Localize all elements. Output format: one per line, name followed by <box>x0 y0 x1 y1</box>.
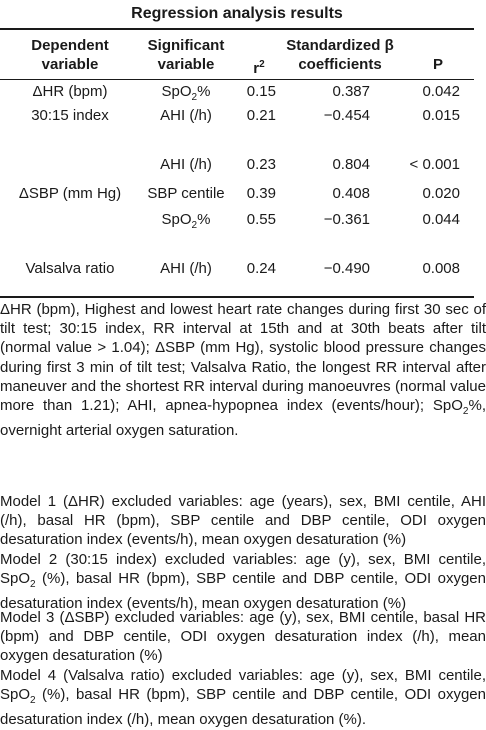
cell-p: 0.042 <box>422 83 460 100</box>
header-significant-line2: variable <box>157 56 215 73</box>
cell-r2: 0.39 <box>246 185 276 202</box>
table-row <box>0 82 474 102</box>
cell-p: 0.015 <box>422 107 460 124</box>
cell-dependent-variable: ΔHR (bpm) <box>32 83 108 100</box>
cell-beta: 0.804 <box>332 156 370 173</box>
header-dependent-variable <box>10 36 130 74</box>
header-r2 <box>244 55 274 78</box>
header-significant-variable <box>136 36 236 74</box>
cell-p: < 0.001 <box>409 156 460 173</box>
header-r2-sup: 2 <box>259 59 265 70</box>
cell-r2: 0.21 <box>246 107 276 124</box>
variable-subscript: 2 <box>191 220 198 231</box>
header-significant-line1: Significant <box>147 37 225 54</box>
variable-name: AHI (/h) <box>160 260 212 277</box>
cell-dependent-variable: Valsalva ratio <box>25 260 115 277</box>
cell-significant-variable <box>136 106 236 132</box>
cell-significant-variable <box>136 259 236 285</box>
variable-subscript: 2 <box>191 92 198 103</box>
cell-dependent-variable: 30:15 index <box>31 107 109 124</box>
cell-p: 0.008 <box>422 260 460 277</box>
cell-beta: 0.387 <box>332 83 370 100</box>
model-1-note <box>0 492 486 550</box>
table-row <box>0 210 474 230</box>
model-2-spo: SpO <box>0 570 31 588</box>
header-dependent-line1: Dependent <box>31 37 109 54</box>
variable-suffix: % <box>197 211 211 228</box>
cell-beta: 0.408 <box>332 185 370 202</box>
model-4-text: Model 4 (Valsalva ratio) excluded variables: age (y), sex, BMI centile, <box>0 667 486 684</box>
model-3-text: Model 3 (ΔSBP) excluded variables: age (y), sex, BMI centile, basal HR (bpm) and DBP centile, ODI oxygen desaturation index (/h), mean oxygen desaturation (%) <box>0 609 486 665</box>
cell-significant-variable <box>136 155 236 181</box>
footnote-end: %, overnight arterial oxygen saturation. <box>0 397 486 440</box>
table-row <box>0 106 474 126</box>
model-2-rest: (%), basal HR (bpm), SBP centile and DBP centile, ODI oxygen desaturation index (events/h), mean oxygen desaturation (%) <box>0 570 486 613</box>
footnote-abbreviations <box>0 300 486 440</box>
table-title: Regression analysis results <box>131 5 343 22</box>
table-row <box>0 184 474 204</box>
model-2-note <box>0 550 486 614</box>
model-4-rest: (%), basal HR (bpm), SBP centile and DBP centile, ODI oxygen desaturation index (/h), mean oxygen desaturation (%). <box>0 686 486 729</box>
cell-r2: 0.55 <box>246 211 276 228</box>
footnote-main: ΔHR (bpm), Highest and lowest heart rate changes during first 30 sec of tilt test; 30:15 index, RR interval at 15th and at 30th beats after tilt (normal value > 1.04); ΔSBP (mm Hg), systolic blood pressure changes during first 3 min of tilt test; Valsalva Ratio, the longest RR interval after maneuver and the shortest RR interval during manoeuvres (normal value more than 1.21); AHI, apnea-hypopnea index (events/hour); SpO <box>0 301 486 415</box>
header-beta-line1: Standardized β <box>286 37 394 54</box>
variable-name: SpO <box>161 83 192 100</box>
header-r2-base: r <box>253 60 260 77</box>
header-standardized-beta <box>286 36 394 74</box>
cell-p: 0.020 <box>422 185 460 202</box>
model-4-note <box>0 666 486 730</box>
model-3-note <box>0 608 486 666</box>
cell-significant-variable <box>136 210 236 236</box>
top-rule <box>0 28 474 30</box>
variable-suffix: % <box>197 83 211 100</box>
cell-r2: 0.23 <box>246 156 276 173</box>
cell-beta: −0.454 <box>323 107 370 124</box>
cell-beta: −0.361 <box>323 211 370 228</box>
model-1-text: Model 1 (ΔHR) excluded variables: age (years), sex, BMI centile, AHI (/h), basal HR (bpm), SBP centile and DBP centile, ODI oxygen desaturation index (events/h), mean oxygen desaturation (%) <box>0 493 486 549</box>
cell-significant-variable <box>136 82 236 108</box>
cell-significant-variable <box>136 184 236 210</box>
model-2-text: Model 2 (30:15 index) excluded variables: age (y), sex, BMI centile, <box>0 551 486 568</box>
footnote-sub: 2 <box>462 406 469 418</box>
variable-name: SBP centile <box>147 185 225 202</box>
cell-beta: −0.490 <box>323 260 370 277</box>
cell-p: 0.044 <box>422 211 460 228</box>
variable-name: AHI (/h) <box>160 107 212 124</box>
header-rule <box>0 79 474 80</box>
cell-r2: 0.15 <box>246 83 276 100</box>
cell-r2: 0.24 <box>246 260 276 277</box>
variable-name: AHI (/h) <box>160 156 212 173</box>
model-4-spo: SpO <box>0 686 31 704</box>
model-4-sub: 2 <box>30 695 36 707</box>
variable-name: SpO <box>161 211 192 228</box>
header-dependent-line2: variable <box>41 56 99 73</box>
table-row <box>0 259 474 279</box>
bottom-rule <box>0 296 474 298</box>
header-beta-line2: coefficients <box>298 56 382 73</box>
table-row <box>0 155 474 175</box>
header-p: P <box>432 56 443 73</box>
cell-dependent-variable: ΔSBP (mm Hg) <box>18 185 122 202</box>
model-2-sub: 2 <box>30 579 36 591</box>
